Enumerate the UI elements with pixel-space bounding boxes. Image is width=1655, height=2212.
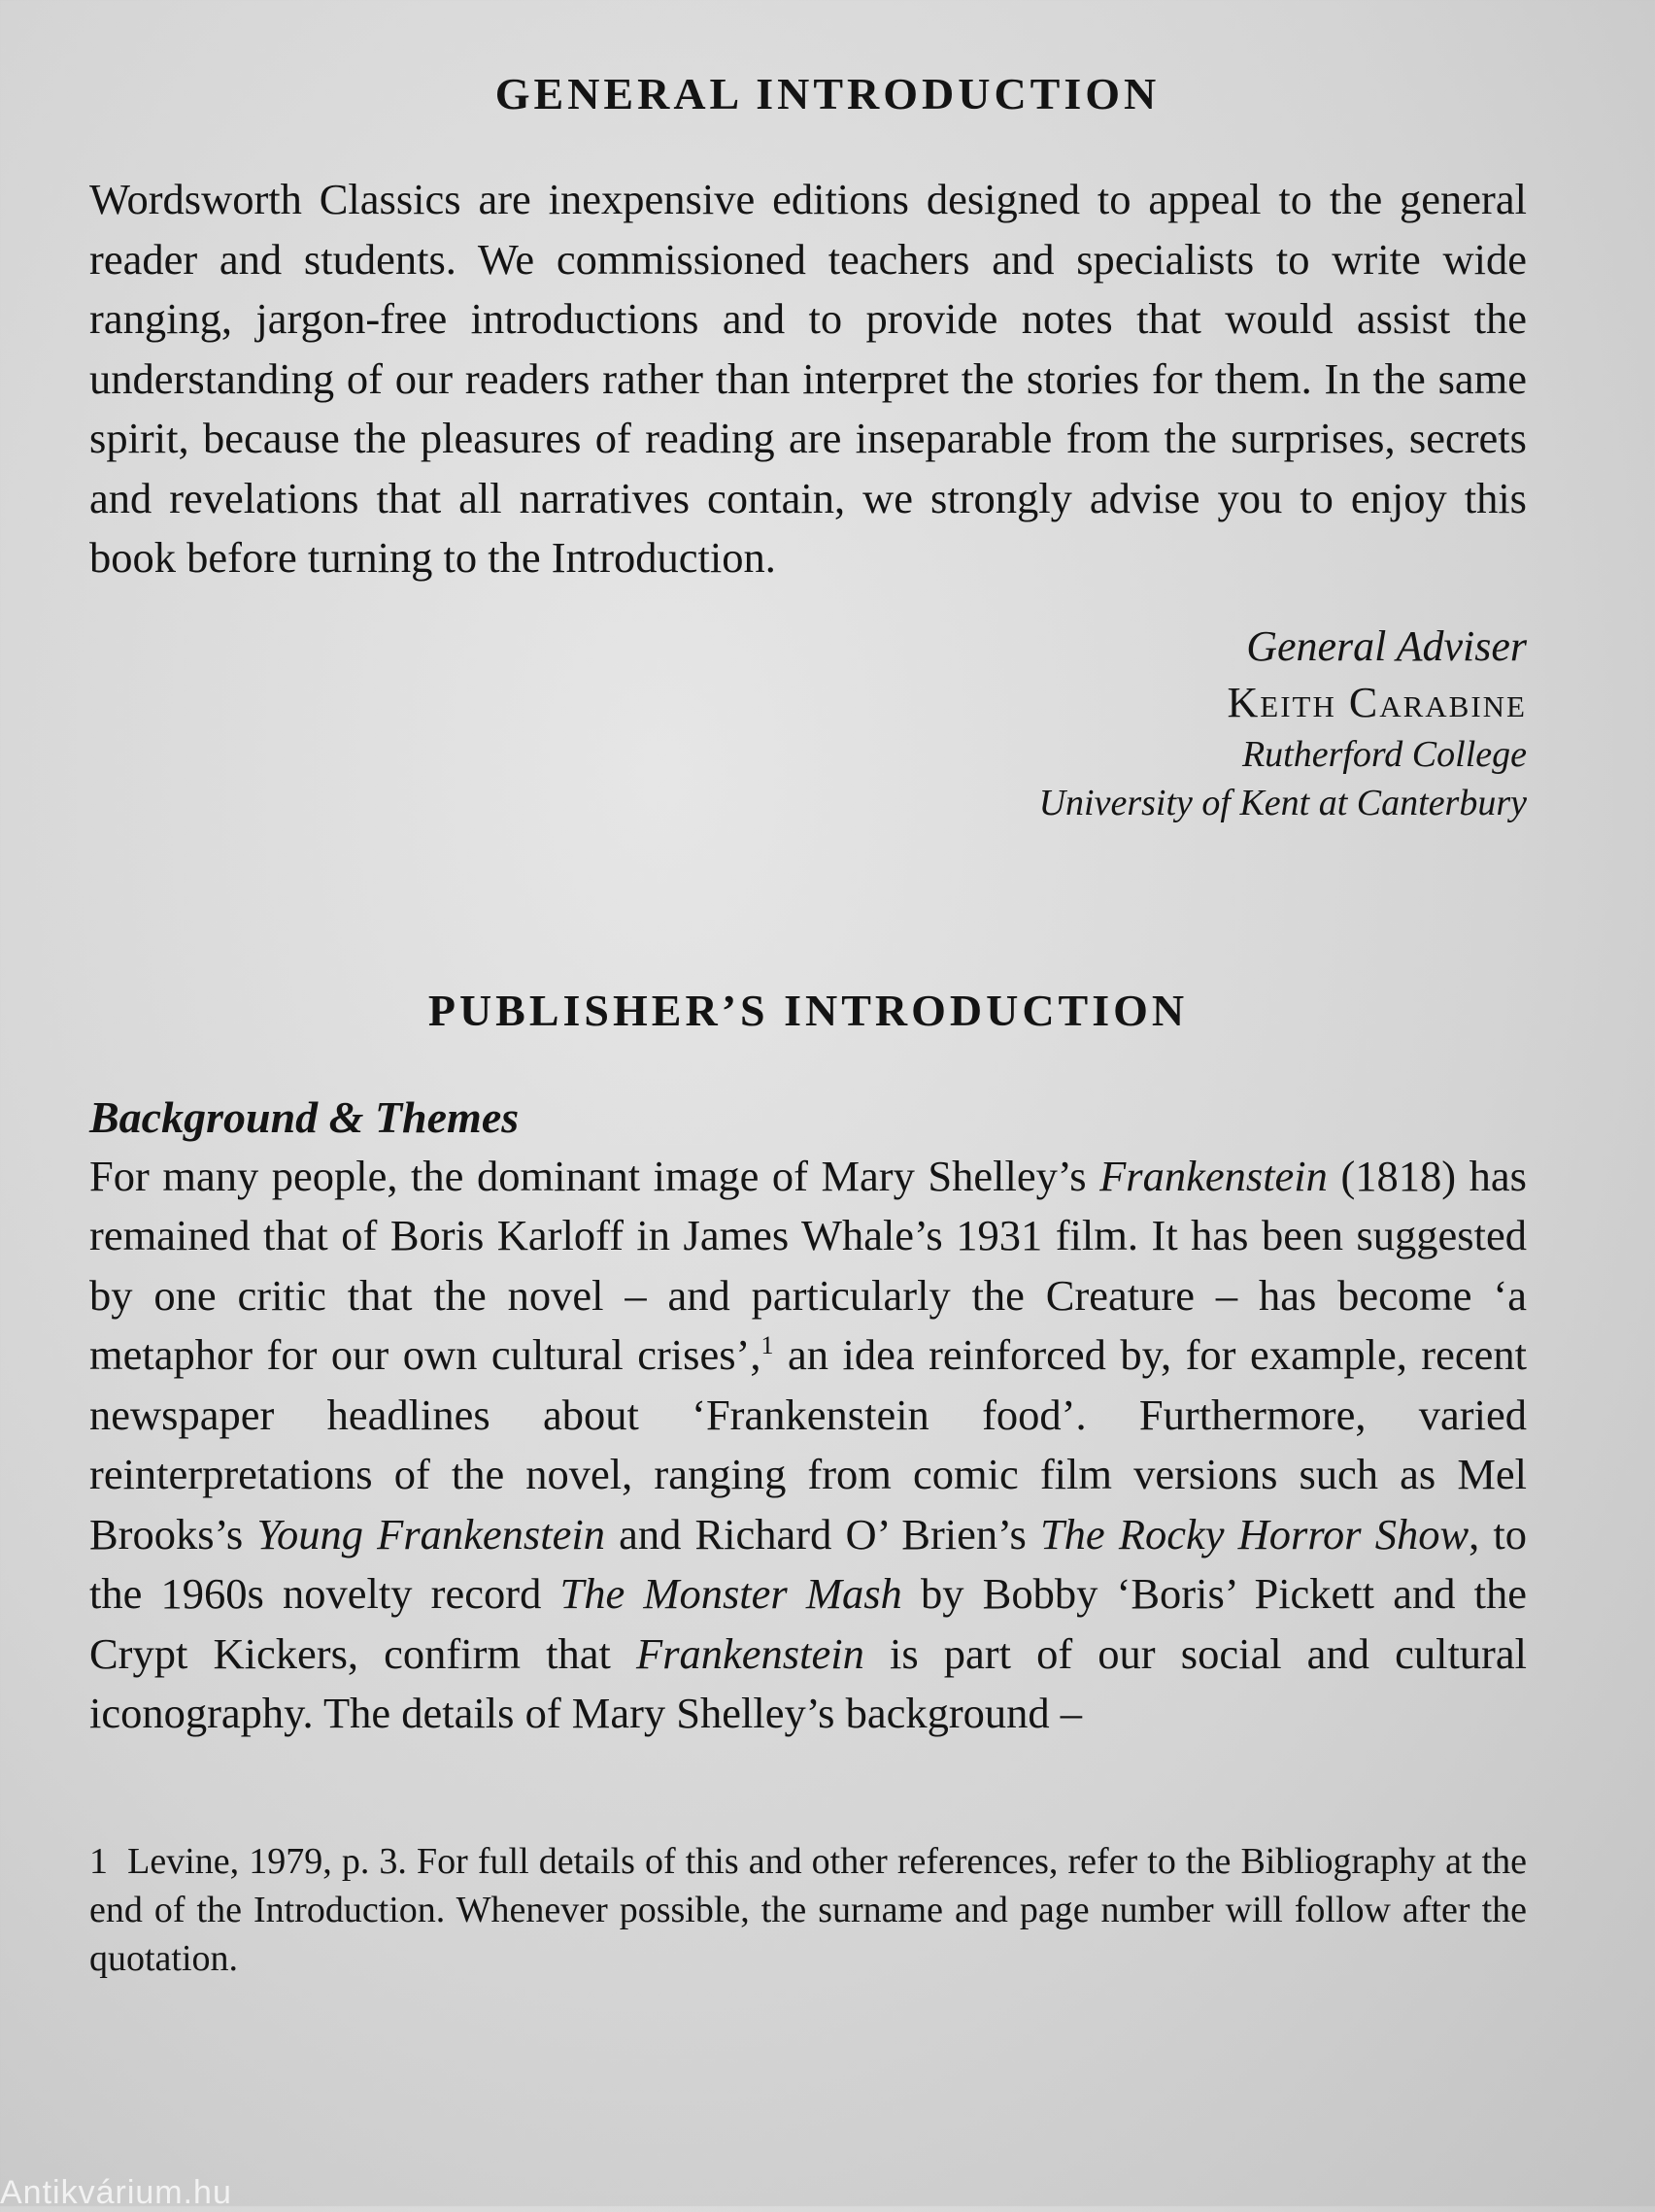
general-introduction-heading: GENERAL INTRODUCTION (494, 69, 1161, 118)
text-run: by Bobby ‘Boris’ Pickett and the Crypt Kickers, confirm that (89, 1569, 1527, 1678)
italic-title: The Rocky Horror Show (1039, 1509, 1469, 1558)
text-run: and Richard O’ Brien’s (604, 1509, 1040, 1558)
watermark: Antikvárium.hu (0, 2174, 232, 2211)
italic-title: Frankenstein (636, 1628, 864, 1678)
italic-title: Frankenstein (1099, 1151, 1328, 1200)
adviser-signature (89, 618, 1527, 827)
footnote-number: 1 (89, 1840, 108, 1882)
text-run: an idea reinforced by, for example, recent newspaper headlines about ‘Frankenstein food’. Furthermore, varied reinterpretations of the novel, ranging from comic film versions such as Mel Brooks’s (89, 1330, 1527, 1558)
adviser-university: University of Kent at Canterbury (1038, 782, 1527, 823)
italic-title: Young Frankenstein (256, 1509, 605, 1558)
footnote (89, 1837, 1527, 1983)
text-run: (1818) has remained that of Boris Karloff in James Whale’s 1931 film. It has been suggested by one critic that the novel – and particularly the Creature – has become ‘a metaphor for our own cultural crises’, (89, 1151, 1527, 1379)
text-run: For many people, the dominant image of Mary Shelley’s (89, 1151, 1100, 1200)
publishers-introduction-paragraph (89, 1147, 1527, 1744)
general-introduction-paragraph: Wordsworth Classics are inexpensive editions designed to appeal to the general reader and students. We commissioned teachers and specialists to write wide ranging, jargon-free introductions and to provide notes that would assist the understanding of our readers rather than interpret the stories for them. In the same spirit, because the pleasures of reading are inseparable from the surprises, secrets and revelations that all narratives contain, we strongly advise you to enjoy this book before turning to the Introduction. (89, 175, 1527, 582)
italic-title: The Monster Mash (559, 1569, 902, 1618)
adviser-role: General Adviser (1246, 621, 1527, 670)
footnote-ref: 1 (760, 1331, 774, 1360)
publishers-introduction-heading: PUBLISHER’S INTRODUCTION (427, 985, 1189, 1035)
background-themes-subheading: Background & Themes (89, 1091, 520, 1142)
adviser-name: Keith Carabine (1227, 678, 1527, 726)
text-run: , to the 1960s novelty record (89, 1509, 1527, 1618)
book-page (89, 58, 1527, 1983)
text-run: is part of our social and cultural iconography. The details of Mary Shelley’s background – (89, 1628, 1527, 1737)
footnote-text: Levine, 1979, p. 3. For full details of this and other references, refer to the Bibliography at the end of the Introduction. Whenever possible, the surname and page number will follow after the quotation. (89, 1840, 1527, 1979)
adviser-college: Rutherford College (1241, 733, 1527, 775)
